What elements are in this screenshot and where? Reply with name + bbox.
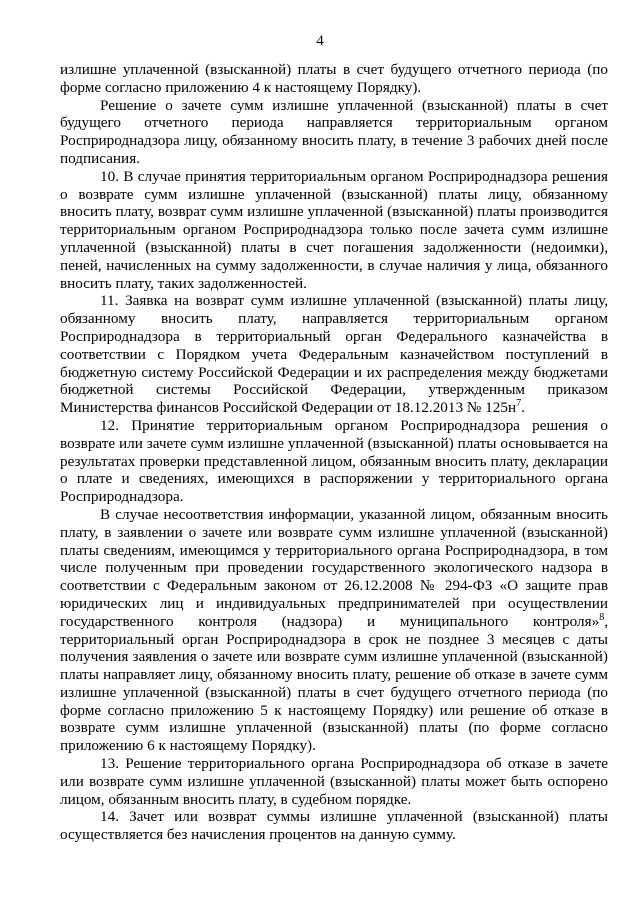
document-body bbox=[60, 61, 608, 844]
paragraph bbox=[60, 755, 608, 808]
footnote-marker: 7 bbox=[516, 398, 522, 410]
paragraph-text: 11. Заявка на возврат сумм излишне уплаченной (взысканной) платы лицу, обязанному вносить плату, направляется территориальным органом Росприроднадзора в территориальный орган Федерального казначейства в соответствии с Порядком учета Федеральным казначейством поступлений в бюджетную систему Российской Федерации и их распределения между бюджетами бюджетной системы Российской Федерации, утвержденным приказом Министерства финансов Российской Федерации от 18.12.2013 № 125н bbox=[60, 292, 608, 417]
page-number: 4 bbox=[316, 33, 324, 49]
paragraph bbox=[60, 808, 608, 844]
paragraph-text: 12. Принятие территориальным органом Росприроднадзора решения о возврате или зачете сумм излишне уплаченной (взысканной) платы основывается на результатах проверки представленной лицом, обязанным вносить плату, декларации о плате и сведениях, имеющихся в распоряжении у территориального органа Росприроднадзора. bbox=[60, 416, 608, 506]
paragraph-text: 10. В случае принятия территориальным органом Росприроднадзора решения о возврате сумм излишне уплаченной (взысканной) платы лицу, обязанному вносить плату, возврат сумм излишне уплаченной (взысканной) платы производится территориальным органом Росприроднадзора только после зачета сумм излишне уплаченной (взысканной) платы в счет погашения задолженности (недоимки), пеней, начисленных на сумму задолженности, в случае наличия у лица, обязанного вносить плату, таких задолженностей. bbox=[60, 167, 608, 292]
paragraph-text: 14. Зачет или возврат суммы излишне уплаченной (взысканной) платы осуществляется без начисления процентов на данную сумму. bbox=[60, 808, 608, 844]
paragraph bbox=[60, 168, 608, 293]
paragraph bbox=[60, 506, 608, 755]
paragraph-text: 13. Решение территориального органа Росприроднадзора об отказе в зачете или возврате сумм излишне уплаченной (взысканной) платы может быть оспорено лицом, обязанным вносить плату, в судебном порядке. bbox=[60, 755, 608, 808]
paragraph bbox=[60, 61, 608, 97]
paragraph-text: излишне уплаченной (взысканной) платы в счет будущего отчетного периода (по форме согласно приложению 4 к настоящему Порядку). bbox=[60, 61, 608, 96]
paragraph bbox=[60, 417, 608, 506]
paragraph bbox=[60, 97, 608, 168]
paragraph-text: . bbox=[521, 399, 525, 417]
paragraph-text: Решение о зачете сумм излишне уплаченной (взысканной) платы в счет будущего отчетного периода направляется территориальным органом Росприроднадзора лицу, обязанному вносить плату, в течение 3 рабочих дней после подписания. bbox=[60, 96, 608, 167]
paragraph-text: В случае несоответствия информации, указанной лицом, обязанным вносить плату, в заявлении о зачете или возврате сумм излишне уплаченной (взысканной) платы сведениям, имеющимся у территориального органа Росприроднадзора, в том числе полученным при проведении государственного экологического надзора в соответствии с Федеральным законом от 26.12.2008 № 294-ФЗ «О защите прав юридических лиц и индивидуальных предпринимателей при осуществлении государственного контроля (надзора) и муниципального контроля» bbox=[60, 505, 608, 630]
paragraph bbox=[60, 292, 608, 417]
paragraph-text: , территориальный орган Росприроднадзора в срок не позднее 3 месяцев с даты получения заявления о зачете или возврате сумм излишне уплаченной (взысканной) платы направляет лицу, обязанному вносить плату, решение об отказе в зачете сумм излишне уплаченной (взысканной) платы в счет будущего отчетного периода (по форме согласно приложению 5 к настоящему Порядку) или решение об отказе в возврате сумм излишне уплаченной (взысканной) платы (по форме согласно приложению 6 к настоящему Порядку). bbox=[60, 612, 608, 755]
footnote-marker: 8 bbox=[599, 611, 605, 623]
